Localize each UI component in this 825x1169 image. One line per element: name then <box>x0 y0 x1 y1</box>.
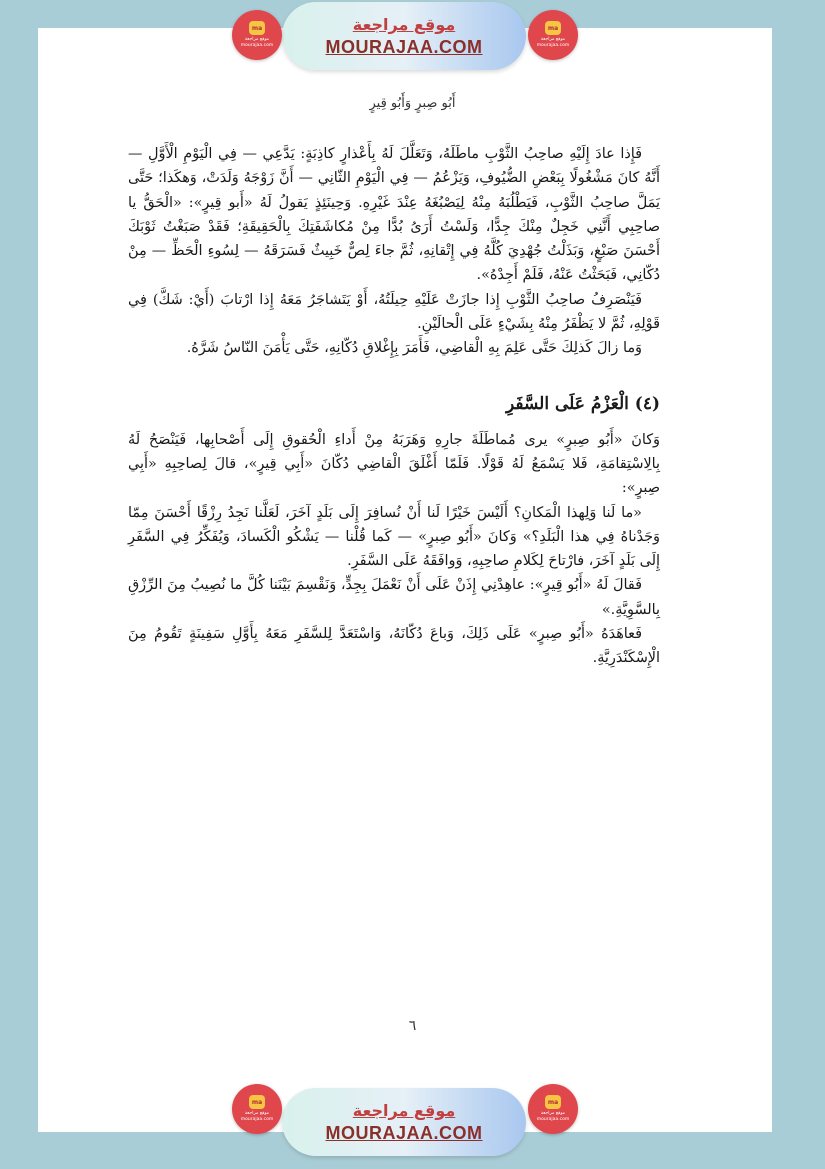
logo-url: mourajaa.com <box>240 43 274 48</box>
site-banner-top[interactable] <box>282 2 526 70</box>
banner-url[interactable]: MOURAJAA.COM <box>325 37 483 57</box>
site-logo-icon <box>232 1084 282 1134</box>
site-banner-bottom[interactable] <box>282 1088 526 1156</box>
logo-label: موقع مراجعة <box>540 37 566 42</box>
paragraph: وَكانَ «أَبُو صِبرٍ» يرى مُماطَلَةَ جارِهِ وَهَرَبَهُ مِنْ أَداءِ الْحُقوقِ إِلَى أَصْحابِها، فَيَنْصَحُ لَهُ بِالِاسْتِقامَةِ، فَلا يَسْمَعُ لَهُ قَوْلًا. فَلَمّا أَغْلَقَ الْقاضِي دُكّانَ «أَبِي قِيرٍ»، قالَ لِصاحِبِهِ «أَبِي صِبرٍ»: <box>128 431 660 497</box>
logo-url: mourajaa.com <box>536 43 570 48</box>
logo-badge: ma <box>251 24 263 32</box>
paragraph: فَقالَ لَهُ «أَبُو قِيرٍ»: عاهِدْنِي إِذَنْ عَلَى أَنْ نَعْمَلَ بِجِدٍّ، وَنَقْسِمَ بَيْنَنا كُلَّ ما نُصِيبُ مِنَ الرِّزْقِ بِالسَّوِيَّةِ.» <box>128 577 660 618</box>
page-number: ٦ <box>408 1018 417 1034</box>
logo-url: mourajaa.com <box>536 1117 570 1122</box>
paragraph: فَعاهَدَهُ «أَبُو صِبرٍ» عَلَى ذَلِكَ، وَباعَ دُكّانَهُ، وَاسْتَعَدَّ لِلسَّفَرِ مَعَهُ بِأَوَّلِ سَفِينَةٍ تَقُومُ مِنَ الْإِسْكَنْدَرِيَّةِ. <box>128 626 660 667</box>
logo-url: mourajaa.com <box>240 1117 274 1122</box>
paragraph: وَما زالَ كَذلِكَ حَتَّى عَلِمَ بِهِ الْقاضِي، فَأَمَرَ بِإِغْلاقِ دُكّانِهِ، حَتَّى يَأْمَنَ النّاسُ شَرَّهُ. <box>186 340 642 357</box>
logo-badge: ma <box>547 24 559 32</box>
banner-url[interactable]: MOURAJAA.COM <box>325 1123 483 1143</box>
logo-badge: ma <box>547 1098 559 1106</box>
banner-title-ar[interactable]: موقع مراجعة <box>352 1101 456 1120</box>
paragraph: «ما لَنا وَلِهذا الْمَكانِ؟ أَلَيْسَ خَيْرًا لَنا أَنْ نُسافِرَ إِلَى بَلَدٍ آخَرَ، لَعَلَّنا نَجِدُ رِزْقًا أَحْسَنَ مِمّا وَجَدْناهُ فِي هذا الْبَلَدِ؟» وَكانَ «أَبُو صِبرٍ» — كَما قُلْنا — يَشْكُو الْكَسادَ، وَيُفَكِّرُ فِي السَّفَرِ إِلَى بَلَدٍ آخَرَ، فارْتاحَ لِكَلامِ صاحِبِهِ، وَوافَقَهُ عَلَى السَّفَرِ. <box>128 504 660 570</box>
logo-badge: ma <box>251 1098 263 1106</box>
paragraph: فَيَنْصَرِفُ صاحِبُ الثَّوْبِ إِذا جازَتْ عَلَيْهِ حِيلَتُهُ، أَوْ يَتَشاجَرُ مَعَهُ إِذا ارْتابَ (أَيْ: شَكَّ) فِي قَوْلِهِ، ثُمَّ لا يَظْفَرُ مِنْهُ بِشَيْءٍ عَلَى الْحالَيْنِ. <box>128 291 660 333</box>
site-logo-icon <box>528 1084 578 1134</box>
logo-label: موقع مراجعة <box>540 1111 566 1116</box>
section-title: (٤) الْعَزْمُ عَلَى السَّفَرِ <box>506 393 660 414</box>
banner-title-ar[interactable]: موقع مراجعة <box>352 15 456 34</box>
page-content <box>128 142 660 671</box>
running-head: أَبُو صِبرٍ وَأَبُو قِيرٍ <box>369 96 456 111</box>
logo-label: موقع مراجعة <box>244 1111 270 1116</box>
site-logo-icon <box>232 10 282 60</box>
logo-label: موقع مراجعة <box>244 37 270 42</box>
paragraph: فَإِذا عادَ إِلَيْهِ صاحِبُ الثَّوْبِ ماطَلَهُ، وَتَعَلَّلَ لَهُ بِأَعْذارٍ كاذِبَةٍ: يَدَّعِي — فِي الْيَوْمِ الْأَوَّلِ — أَنَّهُ كانَ مَشْغُولًا بِبَعْضِ الضُّيُوفِ، وَيَزْعُمُ — فِي الْيَوْمِ الثّانِي — أَنَّ زَوْجَهُ وَلَدَتْ، وَهكَذا؛ حَتَّى يَمَلَّ صاحِبُ الثَّوْبِ، فَيَطْلُبَهُ مِنْهُ لِيَصْبُغَهُ عِنْدَ غَيْرِهِ. وَحِينَئِذٍ يَقولُ لَهُ «أَبو قِيرٍ»: «الْحَقُّ يا صاحِبِي أَنَّنِي خَجِلٌ مِنْكَ جِدًّا، وَلَسْتُ أَرَىُ بُدًّا مِنْ مُكاشَفَتِكَ بِالْحَقِيقَةِ؛ فَقَدْ صَبَغْتُ ثَوْبَكَ أَحْسَنَ صَبْغٍ، وَبَذَلْتُ جُهْدِيَ كُلَّهُ فِي إِتْقانِهِ، ثُمَّ جاءَ لِصٌّ خَبِيثٌ فَسَرَقَهُ — لِسُوءِ الْحَظِّ — مِنْ دُكّانِي، فَبَحَثْتُ عَنْهُ، فَلَمْ أَجِدْهُ». <box>128 146 660 284</box>
site-logo-icon <box>528 10 578 60</box>
